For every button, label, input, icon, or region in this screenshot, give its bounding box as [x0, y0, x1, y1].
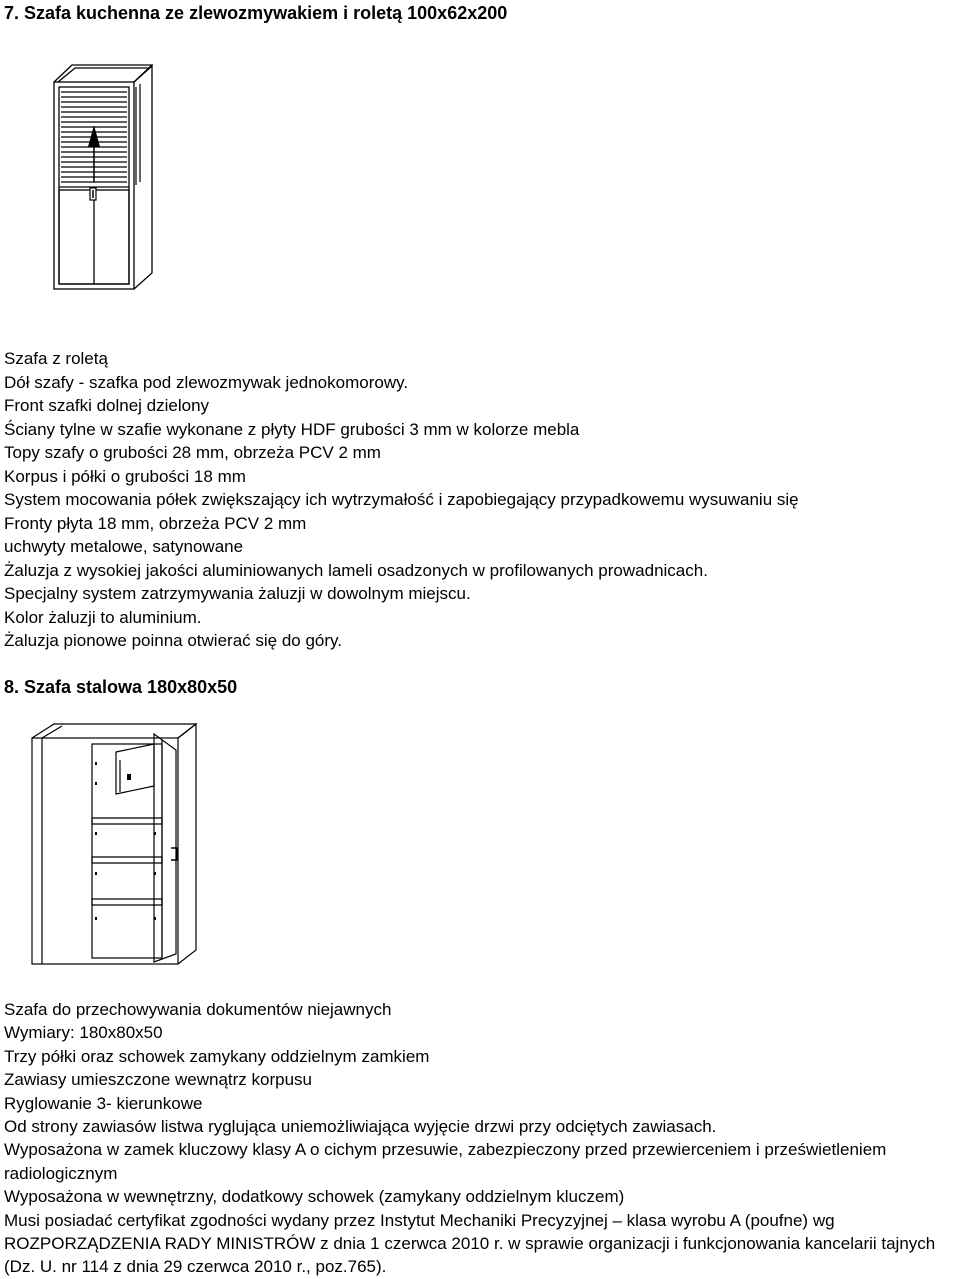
text-line: Żaluzja z wysokiej jakości aluminiowanych lameli osadzonych w profilowanych prowadnicach.: [4, 560, 708, 580]
text-line: Dół szafy - szafka pod zlewozmywak jednokomorowy.: [4, 372, 409, 392]
text-line: Topy szafy o grubości 28 mm, obrzeża PCV 2 mm: [4, 443, 381, 462]
steel-cabinet-drawing: [28, 722, 198, 968]
steel-cabinet-image: [28, 722, 198, 968]
section-8-description: [4, 998, 954, 1279]
text-line: System mocowania półek zwiększający ich wytrzymałość i zapobiegający przypadkowemu wysuwaniu się: [4, 490, 799, 509]
text-line: uchwyty metalowe, satynowane: [4, 537, 244, 556]
text-line: Wymiary: 180x80x50: [4, 1023, 163, 1043]
section-7-description: [4, 347, 799, 653]
section-8-heading: 8. Szafa stalowa 180x80x50: [4, 677, 238, 697]
text-line: Front szafki dolnej dzielony: [4, 396, 210, 415]
text-line: Ściany tylne w szafie wykonane z płyty HDF grubości 3 mm w kolorze mebla: [4, 419, 580, 439]
text-line: Specjalny system zatrzymywania żaluzji w dowolnym miejscu.: [4, 584, 471, 603]
text-line: Od strony zawiasów listwa ryglująca uniemożliwiająca wyjęcie drzwi przy odciętych zawiasach.: [4, 1117, 717, 1137]
text-line: Szafa do przechowywania dokumentów niejawnych: [4, 1000, 392, 1019]
kitchen-cabinet-image: [50, 60, 156, 292]
text-line: Kolor żaluzji to aluminium.: [4, 607, 202, 627]
text-line: Ryglowanie 3- kierunkowe: [4, 1093, 203, 1113]
text-line: Żaluzja pionowe poinna otwierać się do góry.: [4, 631, 342, 650]
text-line: Zawiasy umieszczone wewnątrz korpusu: [4, 1070, 313, 1090]
text-line: Trzy półki oraz schowek zamykany oddzielnym zamkiem: [4, 1046, 430, 1066]
text-line: Szafa z roletą: [4, 349, 108, 368]
text-line: Musi posiadać certyfikat zgodności wydany przez Instytut Mechaniki Precyzyjnej – klasa wyrobu A (poufne) wg ROZPORZĄDZENIA RADY MINISTRÓW z dnia 1 czerwca 2010 r. w sprawie organizacji i funkcjonowania kancelarii tajnych (Dz. U. nr 114 z dnia 29 czerwca 2010 r., poz.765).: [4, 1210, 936, 1277]
text-line: Wyposażona w zamek kluczowy klasy A o cichym przesuwie, zabezpieczony przed przewierceniem i prześwietleniem radiologicznym: [4, 1140, 887, 1183]
text-line: Fronty płyta 18 mm, obrzeża PCV 2 mm: [4, 513, 307, 533]
kitchen-cabinet-drawing: [50, 60, 156, 292]
text-line: Korpus i półki o grubości 18 mm: [4, 466, 246, 486]
text-line: Wyposażona w wewnętrzny, dodatkowy schowek (zamykany oddzielnym kluczem): [4, 1187, 625, 1207]
section-7-heading: 7. Szafa kuchenna ze zlewozmywakiem i roletą 100x62x200: [4, 3, 508, 23]
